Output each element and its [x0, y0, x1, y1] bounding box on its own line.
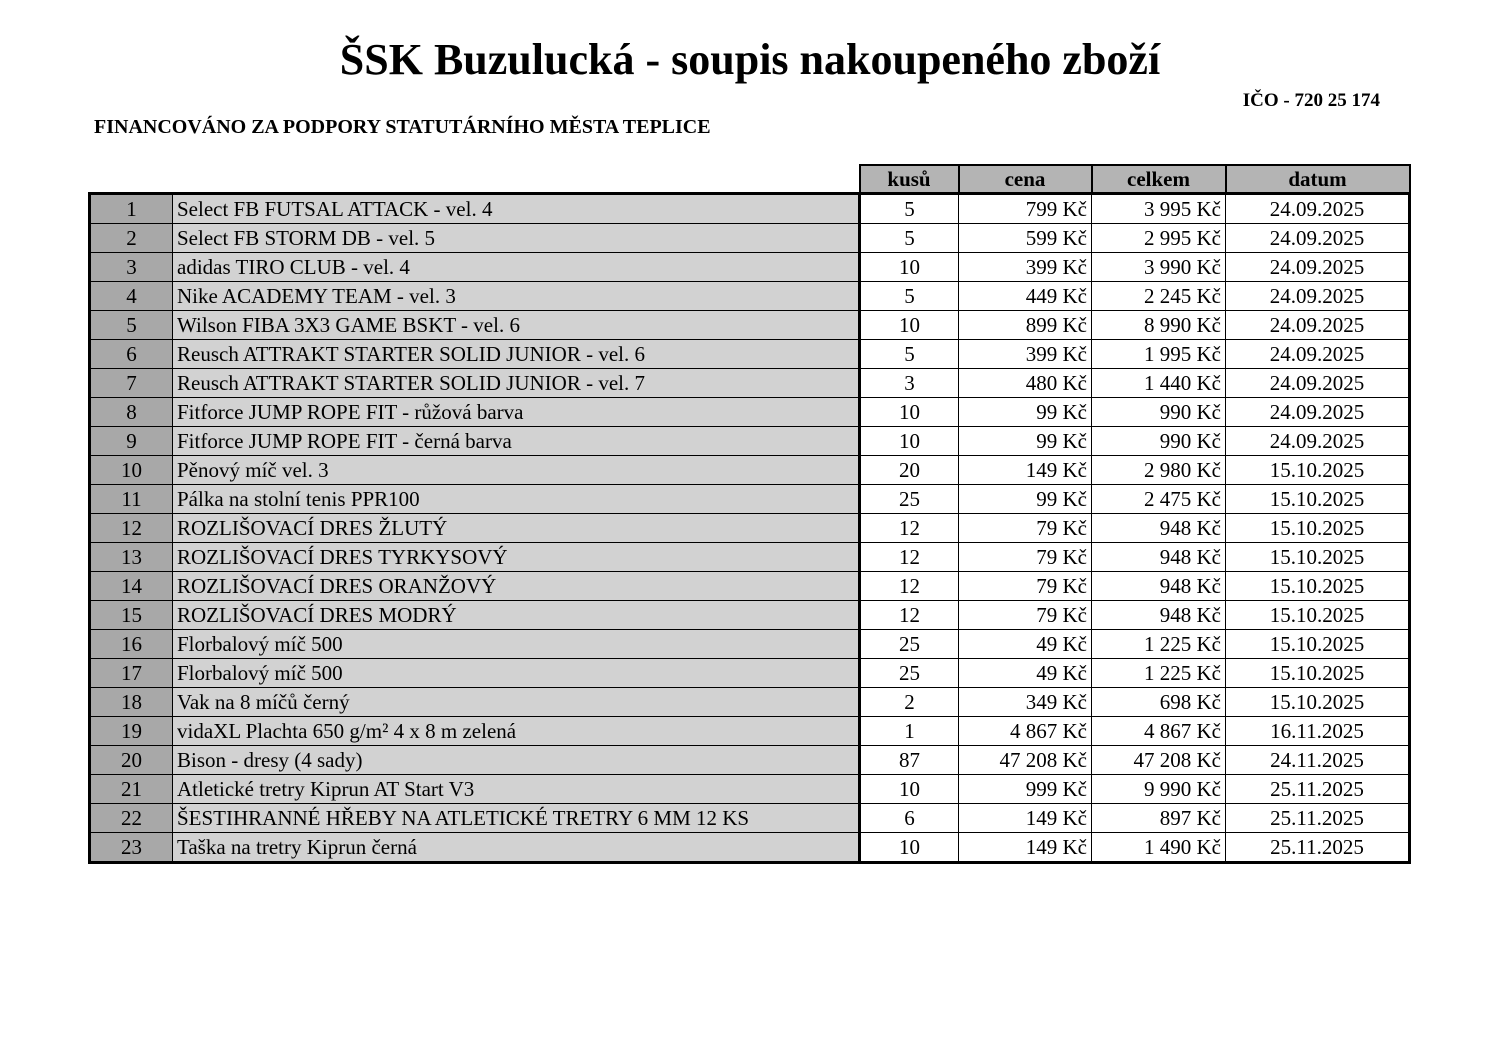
purchase-date: 15.10.2025 [1226, 688, 1410, 717]
row-number: 3 [90, 253, 173, 282]
table-row [90, 427, 1410, 456]
purchase-date: 24.09.2025 [1226, 253, 1410, 282]
item-quantity: 12 [860, 601, 959, 630]
row-number: 9 [90, 427, 173, 456]
item-price: 399 Kč [959, 253, 1092, 282]
item-quantity: 5 [860, 282, 959, 311]
row-number: 19 [90, 717, 173, 746]
header-blank-name [173, 165, 860, 194]
purchase-date: 15.10.2025 [1226, 485, 1410, 514]
table-row [90, 659, 1410, 688]
purchase-date: 15.10.2025 [1226, 572, 1410, 601]
row-number: 12 [90, 514, 173, 543]
table-row [90, 253, 1410, 282]
item-total: 698 Kč [1092, 688, 1226, 717]
item-name: Wilson FIBA 3X3 GAME BSKT - vel. 6 [173, 311, 860, 340]
row-number: 11 [90, 485, 173, 514]
item-name: Select FB FUTSAL ATTACK - vel. 4 [173, 194, 860, 224]
item-name: adidas TIRO CLUB - vel. 4 [173, 253, 860, 282]
column-header-total: celkem [1092, 165, 1226, 194]
row-number: 7 [90, 369, 173, 398]
table-row [90, 746, 1410, 775]
item-total: 1 995 Kč [1092, 340, 1226, 369]
item-price: 149 Kč [959, 456, 1092, 485]
table-body [90, 194, 1410, 863]
item-total: 8 990 Kč [1092, 311, 1226, 340]
row-number: 20 [90, 746, 173, 775]
row-number: 10 [90, 456, 173, 485]
purchase-date: 15.10.2025 [1226, 543, 1410, 572]
purchase-date: 25.11.2025 [1226, 833, 1410, 863]
item-price: 49 Kč [959, 630, 1092, 659]
table-row [90, 833, 1410, 863]
item-total: 1 490 Kč [1092, 833, 1226, 863]
item-total: 990 Kč [1092, 427, 1226, 456]
table-row [90, 601, 1410, 630]
item-total: 2 245 Kč [1092, 282, 1226, 311]
purchase-date: 24.09.2025 [1226, 311, 1410, 340]
item-total: 948 Kč [1092, 543, 1226, 572]
item-total: 3 995 Kč [1092, 194, 1226, 224]
item-price: 79 Kč [959, 572, 1092, 601]
item-quantity: 10 [860, 833, 959, 863]
item-name: Florbalový míč 500 [173, 630, 860, 659]
purchase-date: 24.09.2025 [1226, 398, 1410, 427]
item-quantity: 10 [860, 398, 959, 427]
item-quantity: 5 [860, 224, 959, 253]
table-row [90, 775, 1410, 804]
item-total: 948 Kč [1092, 572, 1226, 601]
item-total: 948 Kč [1092, 601, 1226, 630]
row-number: 1 [90, 194, 173, 224]
row-number: 21 [90, 775, 173, 804]
item-quantity: 10 [860, 311, 959, 340]
purchase-date: 24.09.2025 [1226, 427, 1410, 456]
item-total: 897 Kč [1092, 804, 1226, 833]
row-number: 23 [90, 833, 173, 863]
purchase-date: 24.11.2025 [1226, 746, 1410, 775]
item-quantity: 1 [860, 717, 959, 746]
header-blank-number [90, 165, 173, 194]
column-header-qty: kusů [860, 165, 959, 194]
item-quantity: 5 [860, 194, 959, 224]
item-price: 999 Kč [959, 775, 1092, 804]
row-number: 15 [90, 601, 173, 630]
table-row [90, 630, 1410, 659]
item-price: 49 Kč [959, 659, 1092, 688]
item-quantity: 25 [860, 659, 959, 688]
item-quantity: 25 [860, 485, 959, 514]
item-name: Bison - dresy (4 sady) [173, 746, 860, 775]
item-price: 4 867 Kč [959, 717, 1092, 746]
item-name: ŠESTIHRANNÉ HŘEBY NA ATLETICKÉ TRETRY 6 MM 12 KS [173, 804, 860, 833]
item-quantity: 12 [860, 543, 959, 572]
item-name: Taška na tretry Kiprun černá [173, 833, 860, 863]
item-total: 1 225 Kč [1092, 659, 1226, 688]
item-name: ROZLIŠOVACÍ DRES ORANŽOVÝ [173, 572, 860, 601]
purchase-date: 15.10.2025 [1226, 659, 1410, 688]
item-total: 2 475 Kč [1092, 485, 1226, 514]
item-quantity: 10 [860, 775, 959, 804]
item-name: vidaXL Plachta 650 g/m² 4 x 8 m zelená [173, 717, 860, 746]
item-name: Reusch ATTRAKT STARTER SOLID JUNIOR - vel. 7 [173, 369, 860, 398]
purchase-date: 15.10.2025 [1226, 514, 1410, 543]
row-number: 22 [90, 804, 173, 833]
purchase-date: 15.10.2025 [1226, 456, 1410, 485]
purchase-date: 24.09.2025 [1226, 194, 1410, 224]
item-total: 990 Kč [1092, 398, 1226, 427]
item-quantity: 87 [860, 746, 959, 775]
table-row [90, 224, 1410, 253]
item-quantity: 12 [860, 572, 959, 601]
item-name: Pěnový míč vel. 3 [173, 456, 860, 485]
table-row [90, 485, 1410, 514]
purchase-date: 24.09.2025 [1226, 224, 1410, 253]
purchase-date: 24.09.2025 [1226, 340, 1410, 369]
item-name: ROZLIŠOVACÍ DRES MODRÝ [173, 601, 860, 630]
table-row [90, 311, 1410, 340]
item-price: 599 Kč [959, 224, 1092, 253]
item-name: Vak na 8 míčů černý [173, 688, 860, 717]
row-number: 18 [90, 688, 173, 717]
item-price: 79 Kč [959, 601, 1092, 630]
row-number: 4 [90, 282, 173, 311]
item-price: 899 Kč [959, 311, 1092, 340]
item-price: 149 Kč [959, 804, 1092, 833]
header-row [90, 165, 1410, 194]
purchase-date: 24.09.2025 [1226, 369, 1410, 398]
item-total: 1 440 Kč [1092, 369, 1226, 398]
row-number: 8 [90, 398, 173, 427]
table-row [90, 543, 1410, 572]
purchase-date: 16.11.2025 [1226, 717, 1410, 746]
item-price: 449 Kč [959, 282, 1092, 311]
row-number: 17 [90, 659, 173, 688]
table-row [90, 369, 1410, 398]
purchase-date: 24.09.2025 [1226, 282, 1410, 311]
item-name: Pálka na stolní tenis PPR100 [173, 485, 860, 514]
item-quantity: 10 [860, 253, 959, 282]
row-number: 14 [90, 572, 173, 601]
item-price: 99 Kč [959, 427, 1092, 456]
item-name: Fitforce JUMP ROPE FIT - černá barva [173, 427, 860, 456]
table-row [90, 514, 1410, 543]
purchase-date: 15.10.2025 [1226, 601, 1410, 630]
item-quantity: 20 [860, 456, 959, 485]
item-quantity: 10 [860, 427, 959, 456]
table-row [90, 804, 1410, 833]
table-row [90, 398, 1410, 427]
table-row [90, 717, 1410, 746]
column-header-price: cena [959, 165, 1092, 194]
table-row [90, 688, 1410, 717]
table-row [90, 282, 1410, 311]
item-price: 47 208 Kč [959, 746, 1092, 775]
item-total: 9 990 Kč [1092, 775, 1226, 804]
item-name: ROZLIŠOVACÍ DRES TYRKYSOVÝ [173, 543, 860, 572]
page-title: ŠSK Buzulucká - soupis nakoupeného zboží [339, 35, 1161, 84]
table-row [90, 456, 1410, 485]
purchase-date: 25.11.2025 [1226, 804, 1410, 833]
company-id: IČO - 720 25 174 [1242, 90, 1380, 111]
item-total: 1 225 Kč [1092, 630, 1226, 659]
item-price: 99 Kč [959, 398, 1092, 427]
item-name: Florbalový míč 500 [173, 659, 860, 688]
item-price: 149 Kč [959, 833, 1092, 863]
item-name: Nike ACADEMY TEAM - vel. 3 [173, 282, 860, 311]
item-price: 349 Kč [959, 688, 1092, 717]
column-header-date: datum [1226, 165, 1410, 194]
item-name: Reusch ATTRAKT STARTER SOLID JUNIOR - vel. 6 [173, 340, 860, 369]
item-price: 799 Kč [959, 194, 1092, 224]
table-row [90, 194, 1410, 224]
item-name: ROZLIŠOVACÍ DRES ŽLUTÝ [173, 514, 860, 543]
row-number: 13 [90, 543, 173, 572]
item-price: 79 Kč [959, 543, 1092, 572]
row-number: 16 [90, 630, 173, 659]
item-total: 2 995 Kč [1092, 224, 1226, 253]
table-row [90, 340, 1410, 369]
item-quantity: 25 [860, 630, 959, 659]
purchase-date: 15.10.2025 [1226, 630, 1410, 659]
item-price: 99 Kč [959, 485, 1092, 514]
item-name: Select FB STORM DB - vel. 5 [173, 224, 860, 253]
row-number: 6 [90, 340, 173, 369]
item-name: Fitforce JUMP ROPE FIT - růžová barva [173, 398, 860, 427]
purchase-table [88, 164, 1411, 864]
item-quantity: 6 [860, 804, 959, 833]
row-number: 5 [90, 311, 173, 340]
item-quantity: 5 [860, 340, 959, 369]
table-header [90, 165, 1410, 194]
item-total: 3 990 Kč [1092, 253, 1226, 282]
item-price: 399 Kč [959, 340, 1092, 369]
table-row [90, 572, 1410, 601]
item-total: 948 Kč [1092, 514, 1226, 543]
item-price: 480 Kč [959, 369, 1092, 398]
purchase-date: 25.11.2025 [1226, 775, 1410, 804]
item-price: 79 Kč [959, 514, 1092, 543]
item-total: 4 867 Kč [1092, 717, 1226, 746]
item-total: 47 208 Kč [1092, 746, 1226, 775]
item-quantity: 2 [860, 688, 959, 717]
item-quantity: 3 [860, 369, 959, 398]
item-name: Atletické tretry Kiprun AT Start V3 [173, 775, 860, 804]
item-quantity: 12 [860, 514, 959, 543]
item-total: 2 980 Kč [1092, 456, 1226, 485]
funding-note: FINANCOVÁNO ZA PODPORY STATUTÁRNÍHO MĚSTA TEPLICE [94, 116, 711, 138]
row-number: 2 [90, 224, 173, 253]
